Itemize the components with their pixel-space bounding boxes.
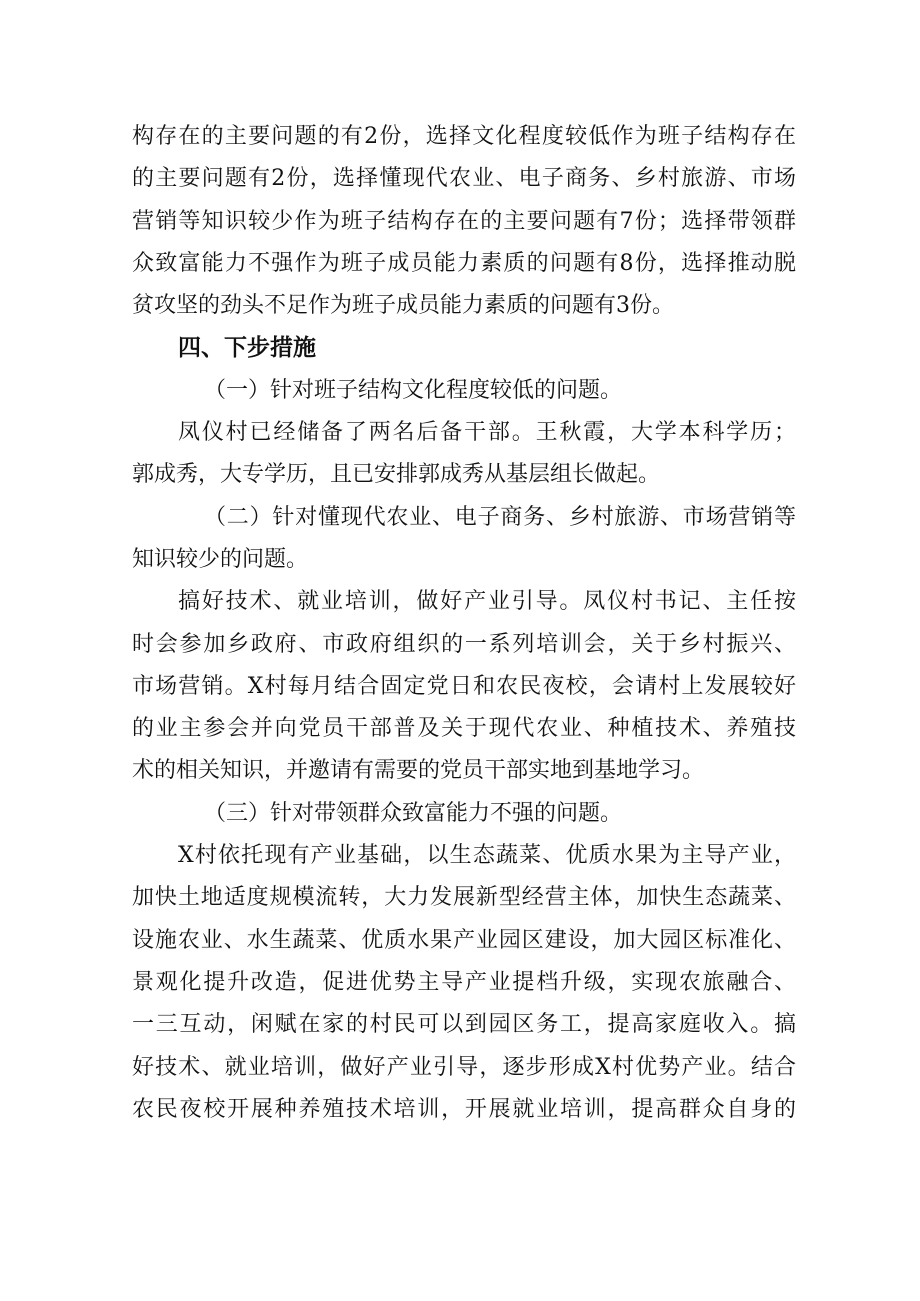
paragraph-line: 的主要问题有2份，选择懂现代农业、电子商务、乡村旅游、市场 [132, 166, 796, 192]
paragraph-line: 一三互动，闲赋在家的村民可以到园区务工，提高家庭收入。搞 [132, 1012, 796, 1038]
paragraph-line: 构存在的主要问题的有2份，选择文化程度较低作为班子结构存在 [132, 124, 796, 149]
section-heading: 四、下步措施 [178, 335, 316, 362]
paragraph-line: 的业主参会并向党员干部普及关于现代农业、种植技术、养殖技 [132, 716, 796, 742]
paragraph-line: 营销等知识较少作为班子结构存在的主要问题有7份；选择带领群 [132, 208, 796, 234]
paragraph-line: 众致富能力不强作为班子成员能力素质的问题有8份，选择推动脱 [132, 250, 796, 276]
paragraph-line: 时会参加乡政府、市政府组织的一系列培训会，关于乡村振兴、 [132, 631, 796, 657]
paragraph-line: 郭成秀，大专学历，且已安排郭成秀从基层组长做起。 [132, 462, 661, 488]
subsection-heading: 知识较少的问题。 [132, 546, 309, 572]
paragraph-line: 加快土地适度规模流转，大力发展新型经营主体，加快生态蔬菜、 [132, 885, 796, 911]
paragraph-line: 市场营销。X村每月结合固定党日和农民夜校，会请村上发展较好 [132, 673, 796, 699]
paragraph-line: 搞好技术、就业培训，做好产业引导。凤仪村书记、主任按 [178, 589, 796, 615]
paragraph-line: 凤仪村已经储备了两名后备干部。王秋霞，大学本科学历； [178, 420, 796, 446]
subsection-heading: （二）针对懂现代农业、电子商务、乡村旅游、市场营销等 [204, 504, 796, 530]
paragraph-line: 术的相关知识，并邀请有需要的党员干部实地到基地学习。 [132, 758, 705, 784]
subsection-heading: （一）针对班子结构文化程度较低的问题。 [204, 377, 623, 403]
paragraph-line: 设施农业、水生蔬菜、优质水果产业园区建设，加大园区标准化、 [132, 927, 796, 953]
paragraph-line: 好技术、就业培训，做好产业引导，逐步形成X村优势产业。结合 [132, 1054, 796, 1080]
paragraph-line: 贫攻坚的劲头不足作为班子成员能力素质的问题有3份。 [132, 293, 674, 319]
subsection-heading: （三）针对带领群众致富能力不强的问题。 [204, 800, 623, 826]
paragraph-line: 景观化提升改造，促进优势主导产业提档升级，实现农旅融合、 [132, 969, 796, 995]
paragraph-line: 农民夜校开展种养殖技术培训，开展就业培训，提高群众自身的 [132, 1096, 796, 1122]
paragraph-line: X村依托现有产业基础，以生态蔬菜、优质水果为主导产业， [178, 843, 796, 869]
